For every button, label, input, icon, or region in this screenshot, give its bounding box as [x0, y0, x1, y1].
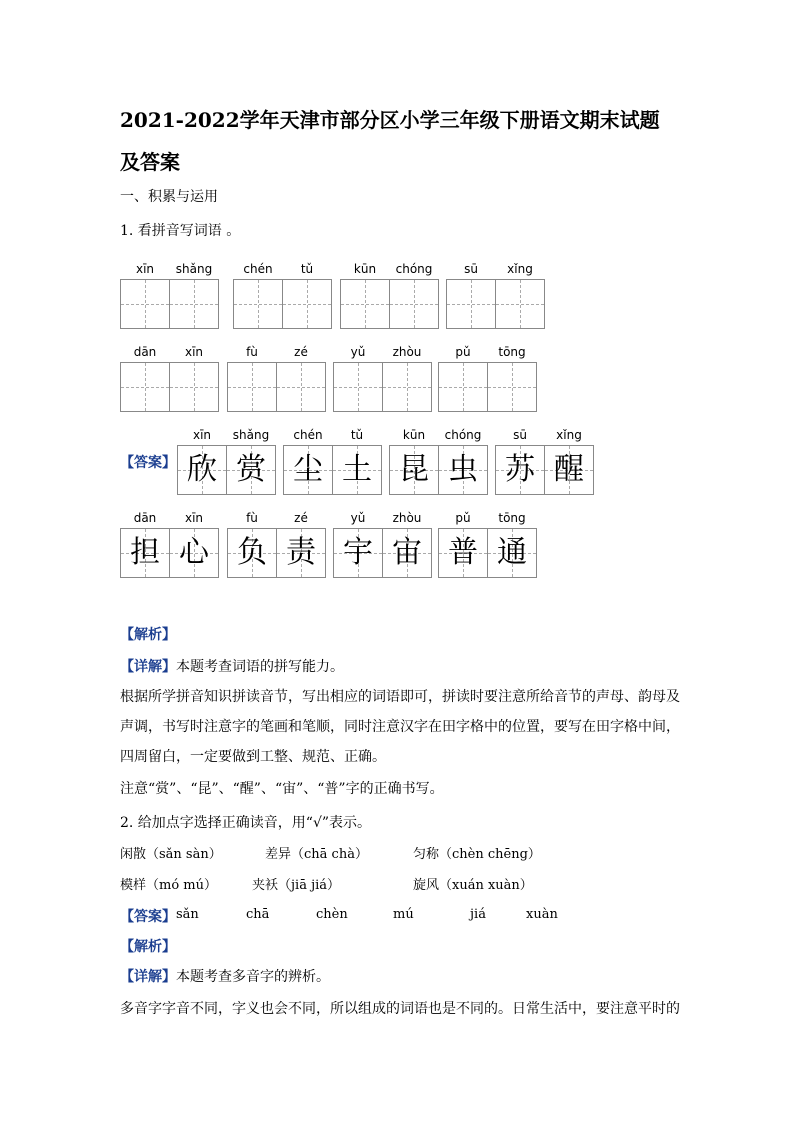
pinyin-label: xǐng: [556, 428, 582, 442]
q2-item-5: 夹袄（jiā jiá）: [252, 878, 341, 893]
detail-tag-1: 【详解】: [120, 659, 176, 675]
empty-grid-cell[interactable]: [438, 362, 488, 412]
answer-grid-cell: [333, 528, 383, 578]
answer-grid-cell: [177, 445, 227, 495]
pinyin-label: yǔ: [350, 345, 366, 359]
empty-grid-cell[interactable]: [227, 362, 277, 412]
answer-character: 担: [130, 535, 160, 570]
pinyin-label: tǔ: [350, 428, 364, 442]
pinyin-label: zé: [294, 345, 308, 359]
pinyin-label: pǔ: [455, 345, 471, 359]
pinyin-label: fù: [246, 345, 258, 359]
pinyin-label: shǎng: [175, 262, 213, 276]
answer-character: 普: [448, 535, 478, 570]
pinyin-label: zé: [294, 511, 308, 525]
pinyin-label: yǔ: [350, 511, 366, 525]
answer-character: 欣: [187, 452, 217, 487]
answer-grid-cell: [382, 528, 432, 578]
detail-tag-2: 【详解】: [120, 969, 176, 985]
answer-grid-cell: [438, 528, 488, 578]
answer-tag: 【答案】: [120, 455, 176, 471]
answer-character: 赏: [236, 452, 266, 487]
pinyin-label: sū: [464, 262, 478, 276]
q2-item-1: 闲散（sǎn sàn）: [120, 847, 222, 862]
answer-character: 宇: [343, 535, 373, 570]
answer-grid-cell: [544, 445, 594, 495]
answer-character: 醒: [554, 452, 584, 487]
answer-grid-cell: [283, 445, 333, 495]
pinyin-label: shǎng: [232, 428, 270, 442]
empty-grid-cell[interactable]: [169, 362, 219, 412]
answer-tag-2: 【答案】: [120, 909, 176, 925]
answer-grid-cell: [120, 528, 170, 578]
answer-character: 心: [179, 535, 209, 570]
empty-grid-cell[interactable]: [233, 279, 283, 329]
q2-para: 多音字字音不同，字义也会不同，所以组成的词语也是不同的。日常生活中，要注意平时的: [120, 1001, 680, 1017]
q1-para2: 注意“赏”、“昆”、“醒”、“宙”、“普”字的正确书写。: [120, 781, 444, 797]
question-2: 2. 给加点字选择正确读音，用“√”表示。: [120, 815, 372, 831]
answer-character: 虫: [448, 452, 478, 487]
empty-grid-cell[interactable]: [495, 279, 545, 329]
empty-grid-cell[interactable]: [389, 279, 439, 329]
pinyin-label: chén: [243, 262, 273, 276]
answer-character: 尘: [293, 452, 323, 487]
pinyin-label: tōng: [498, 511, 526, 525]
pinyin-label: kūn: [402, 428, 426, 442]
pinyin-label: xīn: [135, 262, 155, 276]
pinyin-label: dān: [133, 511, 157, 525]
q2-item-6: 旋风（xuán xuàn）: [413, 878, 533, 893]
answer-character: 负: [237, 535, 267, 570]
q2-answer-5: jiá: [470, 907, 486, 922]
page-title-line1: 2021-2022学年天津市部分区小学三年级下册语文期末试题: [120, 108, 660, 132]
pinyin-label: xīn: [192, 428, 212, 442]
q2-answer-1: sǎn: [176, 907, 199, 922]
answer-character: 土: [342, 452, 372, 487]
empty-grid-cell[interactable]: [340, 279, 390, 329]
empty-grid-cell[interactable]: [446, 279, 496, 329]
answer-grid-cell: [438, 445, 488, 495]
answer-grid-cell: [487, 528, 537, 578]
q1-para1-line3: 四周留白，一定要做到工整、规范、正确。: [120, 749, 386, 765]
pinyin-label: xǐng: [507, 262, 533, 276]
answer-grid-cell: [276, 528, 326, 578]
empty-grid-cell[interactable]: [333, 362, 383, 412]
answer-character: 昆: [399, 452, 429, 487]
q2-answer-4: mú: [393, 907, 414, 922]
answer-grid-cell: [226, 445, 276, 495]
pinyin-label: pǔ: [455, 511, 471, 525]
answer-character: 责: [286, 535, 316, 570]
q2-item-2: 差异（chā chà）: [265, 847, 368, 862]
pinyin-label: zhòu: [392, 511, 422, 525]
empty-grid-cell[interactable]: [120, 362, 170, 412]
pinyin-label: sū: [513, 428, 527, 442]
empty-grid-cell[interactable]: [382, 362, 432, 412]
q2-answer-6: xuàn: [526, 907, 558, 922]
pinyin-label: xīn: [184, 345, 204, 359]
pinyin-label: kūn: [353, 262, 377, 276]
section-heading: 一、积累与运用: [120, 189, 218, 205]
q1-para1-line1: 根据所学拼音知识拼读音节，写出相应的词语即可，拼读时要注意所给音节的声母、韵母及: [120, 689, 680, 705]
answer-character: 苏: [505, 452, 535, 487]
q2-item-4: 模样（mó mú）: [120, 878, 217, 893]
empty-grid-cell[interactable]: [487, 362, 537, 412]
analysis-tag-1: 【解析】: [120, 627, 176, 643]
q2-detail-text: 本题考查多音字的辨析。: [176, 969, 330, 985]
pinyin-label: xīn: [184, 511, 204, 525]
q1-para1-line2: 声调，书写时注意字的笔画和笔顺，同时注意汉字在田字格中的位置，要写在田字格中间，: [120, 719, 680, 735]
empty-grid-cell[interactable]: [282, 279, 332, 329]
empty-grid-cell[interactable]: [120, 279, 170, 329]
pinyin-label: zhòu: [392, 345, 422, 359]
pinyin-label: chóng: [395, 262, 433, 276]
q2-answer-line: [120, 906, 176, 926]
pinyin-label: tōng: [498, 345, 526, 359]
q2-answer-3: chèn: [316, 907, 348, 922]
answer-grid-cell: [495, 445, 545, 495]
answer-character: 通: [497, 535, 527, 570]
pinyin-label: tǔ: [300, 262, 314, 276]
detail-line-2: [120, 966, 330, 986]
question-1: 1. 看拼音写词语 。: [120, 223, 241, 239]
q1-detail-text: 本题考查词语的拼写能力。: [176, 659, 344, 675]
empty-grid-cell[interactable]: [276, 362, 326, 412]
answer-character: 宙: [392, 535, 422, 570]
answer-grid-cell: [332, 445, 382, 495]
analysis-tag-2: 【解析】: [120, 939, 176, 955]
answer-grid-cell: [227, 528, 277, 578]
pinyin-label: fù: [246, 511, 258, 525]
q2-item-3: 匀称（chèn chēng）: [413, 847, 541, 862]
empty-grid-cell[interactable]: [169, 279, 219, 329]
pinyin-label: chén: [293, 428, 323, 442]
q2-answer-2: chā: [246, 907, 270, 922]
page-title-line2: 及答案: [120, 150, 180, 174]
answer-grid-cell: [169, 528, 219, 578]
pinyin-label: chóng: [444, 428, 482, 442]
pinyin-label: dān: [133, 345, 157, 359]
detail-line-1: [120, 656, 344, 676]
answer-grid-cell: [389, 445, 439, 495]
